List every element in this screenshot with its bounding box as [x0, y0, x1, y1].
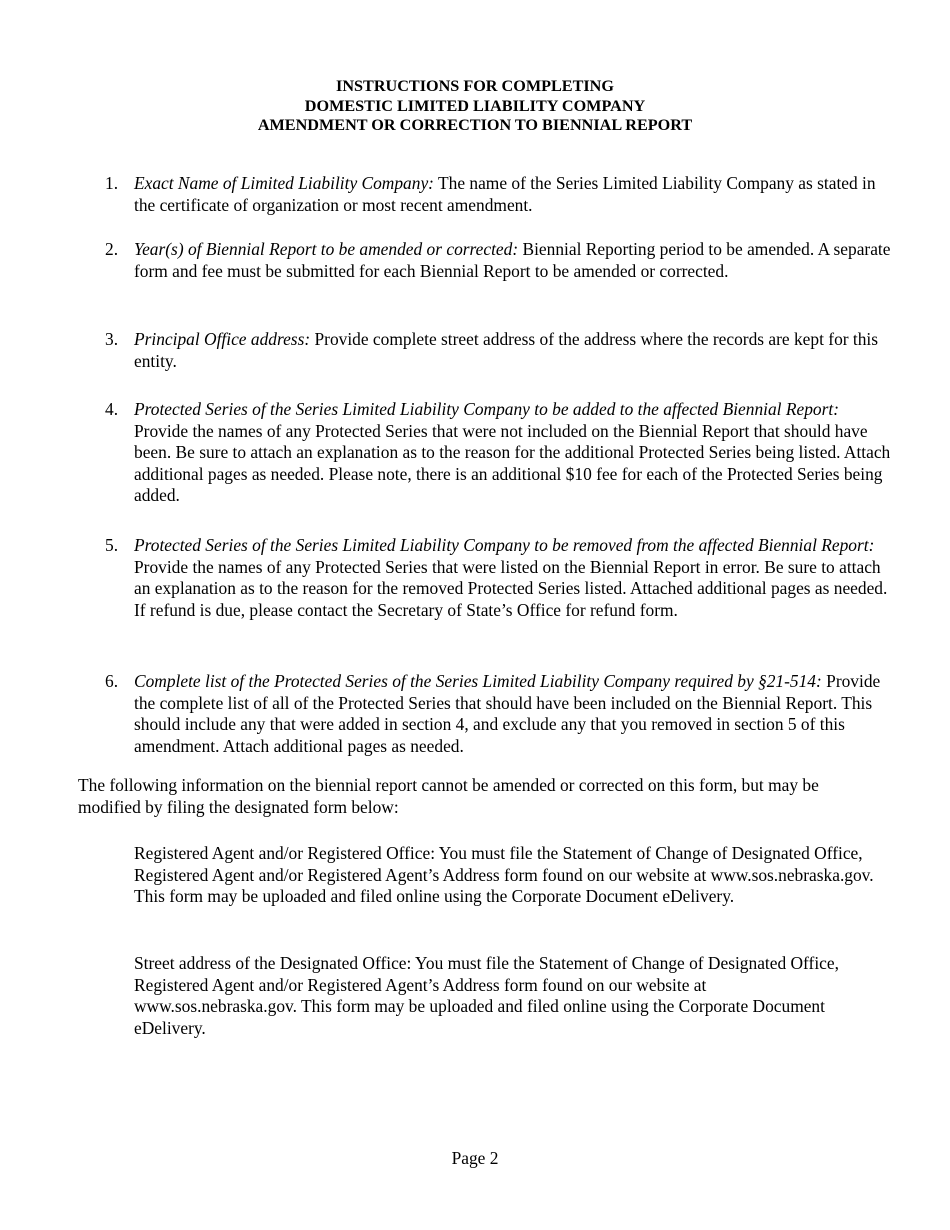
heading-line-2: DOMESTIC LIMITED LIABILITY COMPANY	[304, 96, 646, 115]
instruction-item-6	[105, 671, 894, 757]
intro-paragraph: The following information on the biennial report cannot be amended or corrected on this form, but may be modified by filing the designated form below:	[78, 775, 819, 817]
heading-line-1: INSTRUCTIONS FOR COMPLETING	[336, 77, 614, 95]
item-body: Provide the names of any Protected Series that were not included on the Biennial Report that should have been. Be sure to attach an explanation as to the reason for the additional Protected Series being listed. Attach additional pages as needed. Please note, there is an additional $10 fee for each of the Protected Series being added.	[134, 420, 891, 506]
item-body: Biennial Reporting period to be amended. A separate form and fee must be submitted for each Biennial Report to be amended or corrected.	[134, 239, 891, 281]
item-number: 1.	[105, 173, 119, 193]
item-body: Provide the complete list of all of the Protected Series that should have been included on the Biennial Report. This should include any that were added in section 4, and exclude any that you removed in section 5 of this amendment. Attach additional pages as needed.	[134, 671, 881, 756]
item-lead: Year(s) of Biennial Report to be amended or corrected:	[134, 239, 519, 259]
item-lead: Exact Name of Limited Liability Company:	[134, 173, 434, 193]
item-body: The name of the Series Limited Liability Company as stated in the certificate of organization or most recent amendment.	[134, 173, 876, 215]
page-number: Page 2	[451, 1148, 499, 1168]
document-heading	[0, 77, 950, 136]
item-lead: Protected Series of the Series Limited Liability Company to be removed from the affected Biennial Report:	[134, 535, 875, 555]
instruction-item-5	[105, 535, 894, 621]
item-number: 5.	[105, 535, 119, 555]
note-designated-office: Street address of the Designated Office: You must file the Statement of Change of Designated Office, Registered Agent and/or Registered Agent’s Address form found on our website at www.sos.nebraska.gov. This form may be uploaded and filed online using the Corporate Document eDelivery.	[134, 953, 839, 1038]
item-body: Provide complete street address of the address where the records are kept for this entity.	[134, 329, 879, 371]
item-number: 3.	[105, 329, 119, 349]
item-number: 6.	[105, 671, 119, 691]
item-number: 2.	[105, 239, 119, 259]
item-lead: Complete list of the Protected Series of the Series Limited Liability Company required by §21-514:	[134, 671, 822, 691]
instruction-item-3	[105, 329, 894, 372]
item-body: Provide the names of any Protected Series that were listed on the Biennial Report in error. Be sure to attach an explanation as to the reason for the removed Protected Series listed. Attached additional pages as needed. If refund is due, please contact the Secretary of State’s Office for refund form.	[134, 556, 888, 620]
heading-line-3: AMENDMENT OR CORRECTION TO BIENNIAL REPORT	[257, 116, 693, 134]
item-number: 4.	[105, 399, 119, 419]
instruction-item-1	[105, 173, 894, 216]
note-registered-agent: Registered Agent and/or Registered Office: You must file the Statement of Change of Designated Office, Registered Agent and/or Registered Agent’s Address form found on our website at www.sos.nebraska.gov. This form may be uploaded and filed online using the Corporate Document eDelivery.	[134, 843, 874, 907]
instruction-item-2	[105, 239, 894, 282]
instruction-item-4	[105, 399, 894, 507]
item-lead: Protected Series of the Series Limited Liability Company to be added to the affected Biennial Report:	[134, 399, 839, 419]
item-lead: Principal Office address:	[134, 329, 311, 349]
